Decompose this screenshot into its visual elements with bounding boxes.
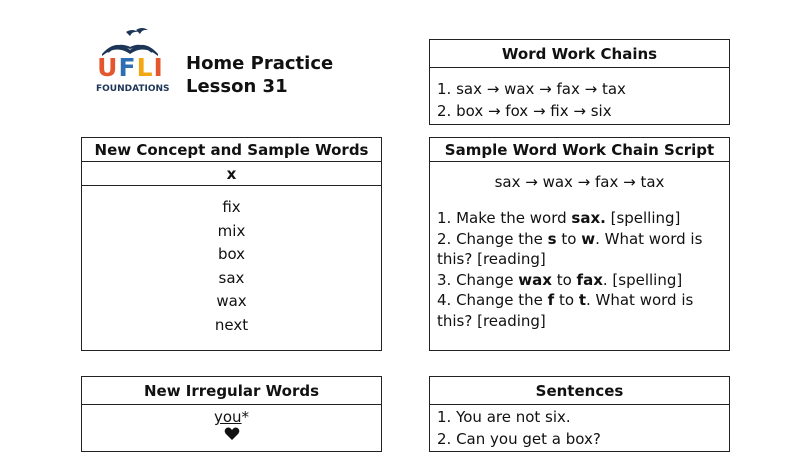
new-concept-panel — [81, 137, 382, 351]
sentences-panel — [429, 376, 730, 452]
script-step: 3. Change wax to fax. [spelling] — [437, 270, 683, 289]
script-step: 4. Change the f to t. What word is this? [reading] — [437, 291, 694, 330]
word-chain: 1. sax → wax → fax → tax — [437, 80, 626, 98]
chain-script-panel — [429, 137, 730, 351]
word-chains-header: Word Work Chains — [430, 40, 729, 68]
chain-script-header: Sample Word Work Chain Script — [430, 138, 729, 162]
sample-word: next — [214, 315, 249, 334]
script-step: 2. Change the s to w. What word is this? [reading] — [437, 229, 703, 268]
concept-letter: x — [82, 162, 381, 186]
irregular-marker: * — [241, 408, 250, 426]
sample-word: box — [217, 245, 246, 263]
sample-word: mix — [217, 221, 246, 240]
irregular-word-entry — [82, 405, 381, 445]
heart-icon — [224, 427, 240, 444]
script-steps — [430, 193, 729, 331]
irregular-words-header: New Irregular Words — [82, 377, 381, 405]
logo-letter: I — [153, 53, 163, 82]
script-step: 1. Make the word sax. [spelling] — [437, 209, 681, 227]
irregular-word: you — [213, 408, 242, 426]
sentence: 1. You are not six. — [437, 408, 571, 426]
sample-word-list — [82, 186, 381, 337]
sentence: 2. Can you get a box? — [437, 430, 601, 448]
logo-letter: L — [136, 53, 153, 82]
logo-subtitle: FOUNDATIONS — [96, 84, 170, 94]
sample-word: fix — [222, 198, 241, 216]
logo-letter: F — [118, 53, 136, 82]
lesson-number: Lesson 31 — [186, 76, 288, 97]
sample-word: sax — [218, 268, 245, 287]
new-concept-header: New Concept and Sample Words — [82, 138, 381, 162]
script-chain: sax → wax → fax → tax — [494, 173, 665, 191]
book-bird-icon — [96, 26, 164, 56]
logo-letter: U — [97, 53, 118, 82]
sample-word: wax — [216, 292, 247, 310]
logo-letters — [96, 54, 164, 82]
word-chain: 2. box → fox → fix → six — [437, 102, 612, 120]
irregular-words-panel — [81, 376, 382, 452]
ufli-logo — [96, 26, 170, 98]
page-title: Home Practice — [186, 53, 334, 74]
sentences-header: Sentences — [430, 377, 729, 405]
word-chains-panel — [429, 39, 730, 125]
